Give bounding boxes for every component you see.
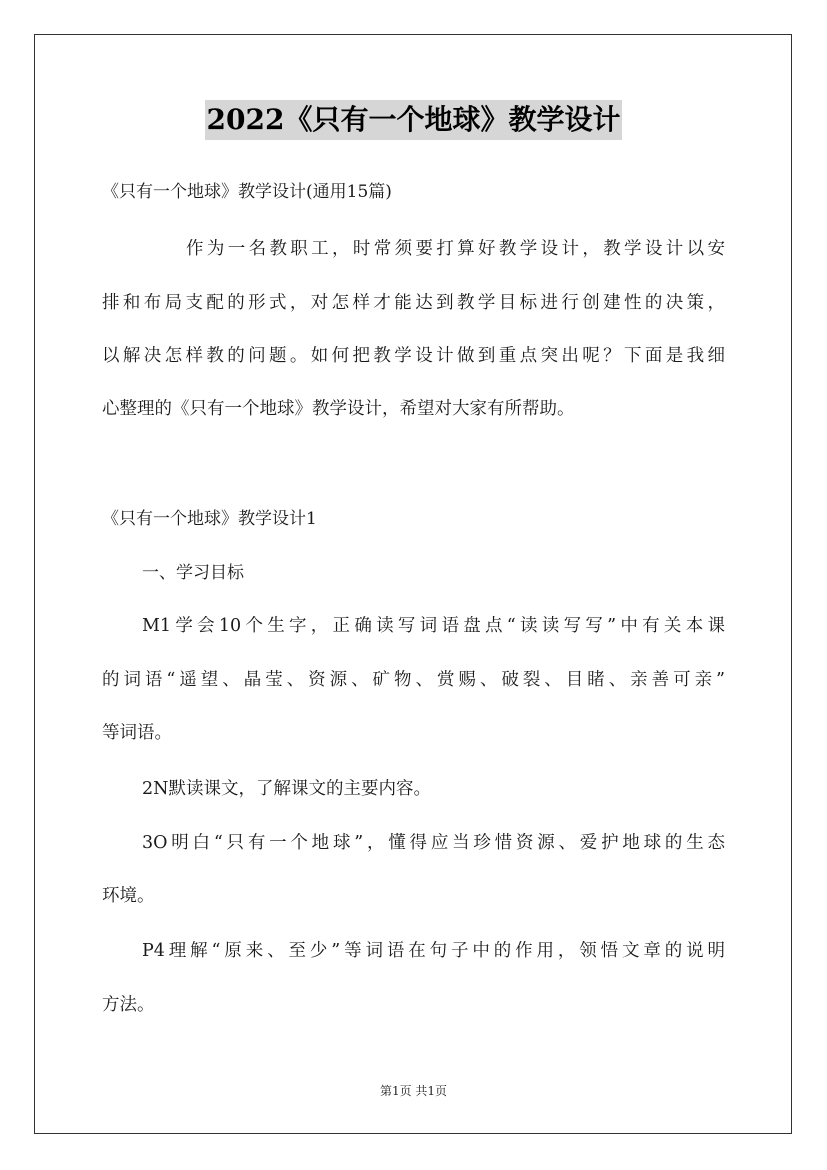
- intro-line-4: 心整理的《只有一个地球》教学设计，希望对大家有所帮助。: [102, 399, 575, 419]
- goal3-line-2: 环境。: [102, 886, 155, 906]
- goal1-line-2: 的词语“遥望、晶莹、资源、矿物、赏赐、破裂、目睹、亲善可亲”: [102, 670, 725, 690]
- document-subtitle: 《只有一个地球》教学设计(通用15篇): [102, 182, 392, 202]
- intro-line-3: 以解决怎样教的问题。如何把教学设计做到重点突出呢？下面是我细: [102, 346, 725, 366]
- title-container: [0, 100, 827, 140]
- goal4-line-1: P4理解“原来、至少”等词语在句子中的作用，领悟文章的说明: [142, 941, 725, 961]
- goal4-line-2: 方法。: [102, 995, 155, 1015]
- goal2-line: 2N默读课文，了解课文的主要内容。: [142, 779, 431, 799]
- section-heading: 《只有一个地球》教学设计1: [102, 509, 317, 529]
- goal3-line-1: 3O明白“只有一个地球”，懂得应当珍惜资源、爱护地球的生态: [142, 833, 725, 853]
- intro-line-2: 排和布局支配的形式，对怎样才能达到教学目标进行创建性的决策，: [102, 293, 725, 313]
- page-footer: 第1页 共1页: [379, 1084, 448, 1098]
- goal1-line-1: M1学会10个生字，正确读写词语盘点“读读写写”中有关本课: [142, 616, 725, 636]
- document-title: 2022《只有一个地球》教学设计: [205, 100, 623, 140]
- goal1-line-3: 等词语。: [102, 723, 172, 743]
- intro-line-1: 作为一名教职工，时常须要打算好教学设计，教学设计以安: [186, 239, 725, 259]
- sub-heading: 一、学习目标: [142, 563, 244, 583]
